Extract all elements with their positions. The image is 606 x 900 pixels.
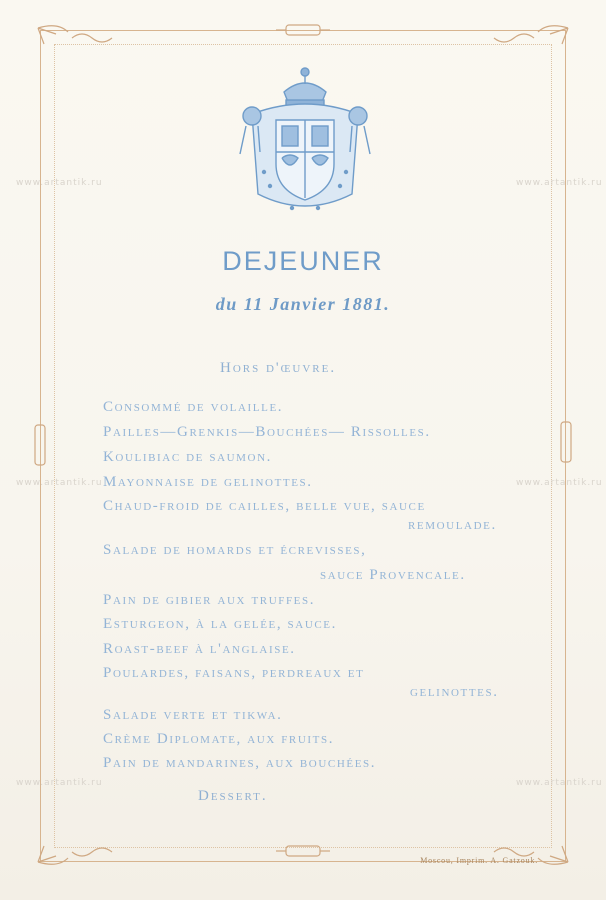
menu-item: Salade verte et tikwa. xyxy=(103,707,283,723)
menu-title: DEJEUNER xyxy=(222,246,384,276)
menu-item: Pain de mandarines, aux bouchées. xyxy=(103,755,377,771)
coat-of-arms-icon xyxy=(230,62,380,220)
menu-item-continuation: gelinottes. xyxy=(410,684,499,700)
menu-item: Crème Diplomate, aux fruits. xyxy=(103,731,335,747)
menu-item: Koulibiac de saumon. xyxy=(103,449,272,465)
section-hors-doeuvre: Hors d'œuvre. xyxy=(220,360,337,376)
watermark: www.artantik.ru xyxy=(516,178,603,188)
watermark: www.artantik.ru xyxy=(16,478,103,488)
watermark: www.artantik.ru xyxy=(516,778,603,788)
watermark: www.artantik.ru xyxy=(16,178,103,188)
menu-item: Esturgeon, à la gelée, sauce. xyxy=(103,616,337,632)
menu-item: Roast-beef à l'anglaise. xyxy=(103,641,296,657)
menu-item: Salade de homards et écrevisses, xyxy=(103,542,367,558)
section-dessert: Dessert. xyxy=(198,788,268,804)
menu-item: Poulardes, faisans, perdreaux et xyxy=(103,665,365,681)
menu-item: Pailles—Grenkis—Bouchées— Rissolles. xyxy=(103,424,431,440)
menu-item: Pain de gibier aux truffes. xyxy=(103,592,316,608)
menu-item: Consommé de volaille. xyxy=(103,399,284,415)
menu-item: Mayonnaise de gelinottes. xyxy=(103,474,313,490)
menu-item: Chaud-froid de cailles, belle vue, sauce xyxy=(103,498,426,514)
menu-item-continuation: remoulade. xyxy=(408,517,497,533)
watermark: www.artantik.ru xyxy=(16,778,103,788)
menu-date: du 11 Janvier 1881. xyxy=(215,294,391,314)
printer-imprint: Moscou, Imprim. A. Gatzouk. xyxy=(420,856,538,865)
menu-item-continuation: sauce Provencale. xyxy=(320,567,466,583)
watermark: www.artantik.ru xyxy=(516,478,603,488)
